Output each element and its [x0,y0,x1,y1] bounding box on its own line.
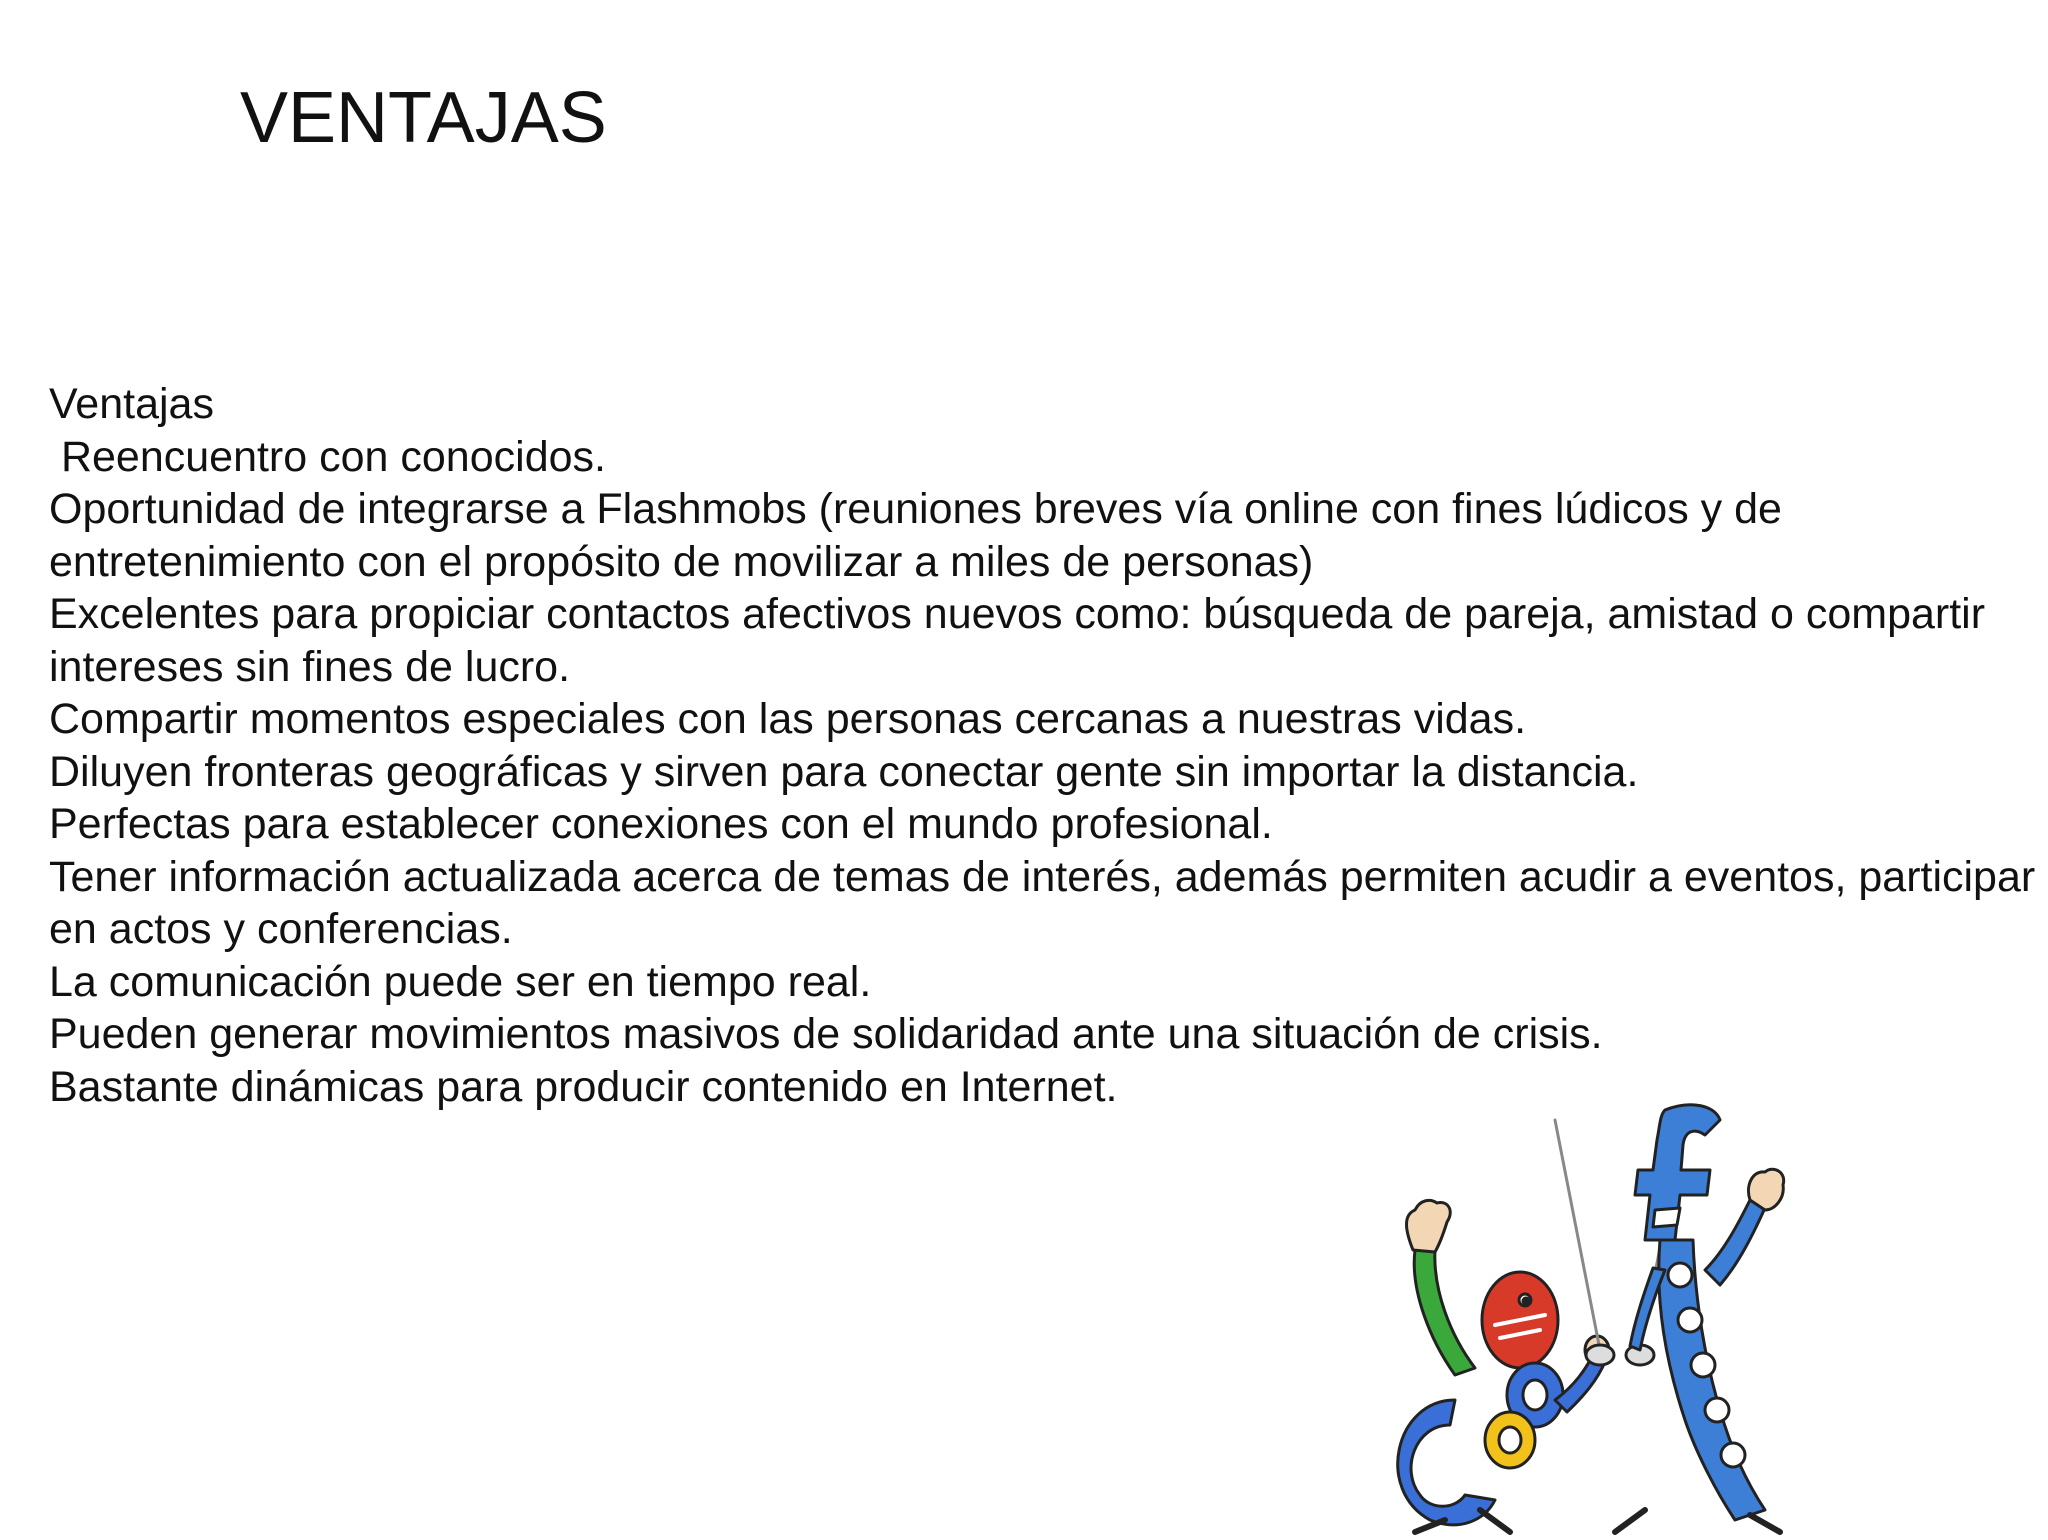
list-item: Reencuentro con conocidos. [49,432,606,481]
google-vs-facebook-fencing-icon [1335,1100,1810,1535]
list-item: Tener información actualizada acerca de temas de interés, además permiten acudir a eventos, participar en actos y conferencias. [49,852,2036,953]
advantages-list [49,378,2039,1113]
list-item: Perfectas para establecer conexiones con el mundo profesional. [49,800,1273,848]
list-item: Diluyen fronteras geográficas y sirven para conectar gente sin importar la distancia. [49,747,1639,796]
list-item: Compartir momentos especiales con las personas cercanas a nuestras vidas. [49,695,1527,743]
list-item: Oportunidad de integrarse a Flashmobs (reuniones breves vía online con fines lúdicos y de entretenimiento con el propósito de movilizar a miles de personas) [49,485,1782,586]
list-item: La comunicación puede ser en tiempo real. [49,957,872,1006]
slide-title: VENTAJAS [240,78,607,158]
list-item: Bastante dinámicas para producir contenido en Internet. [49,1062,1118,1111]
list-item: Excelentes para propiciar contactos afectivos nuevos como: búsqueda de pareja, amistad o compartir intereses sin fines de lucro. [49,590,1986,691]
list-item: Pueden generar movimientos masivos de solidaridad ante una situación de crisis. [49,1010,1603,1058]
list-item: Ventajas [49,380,214,428]
